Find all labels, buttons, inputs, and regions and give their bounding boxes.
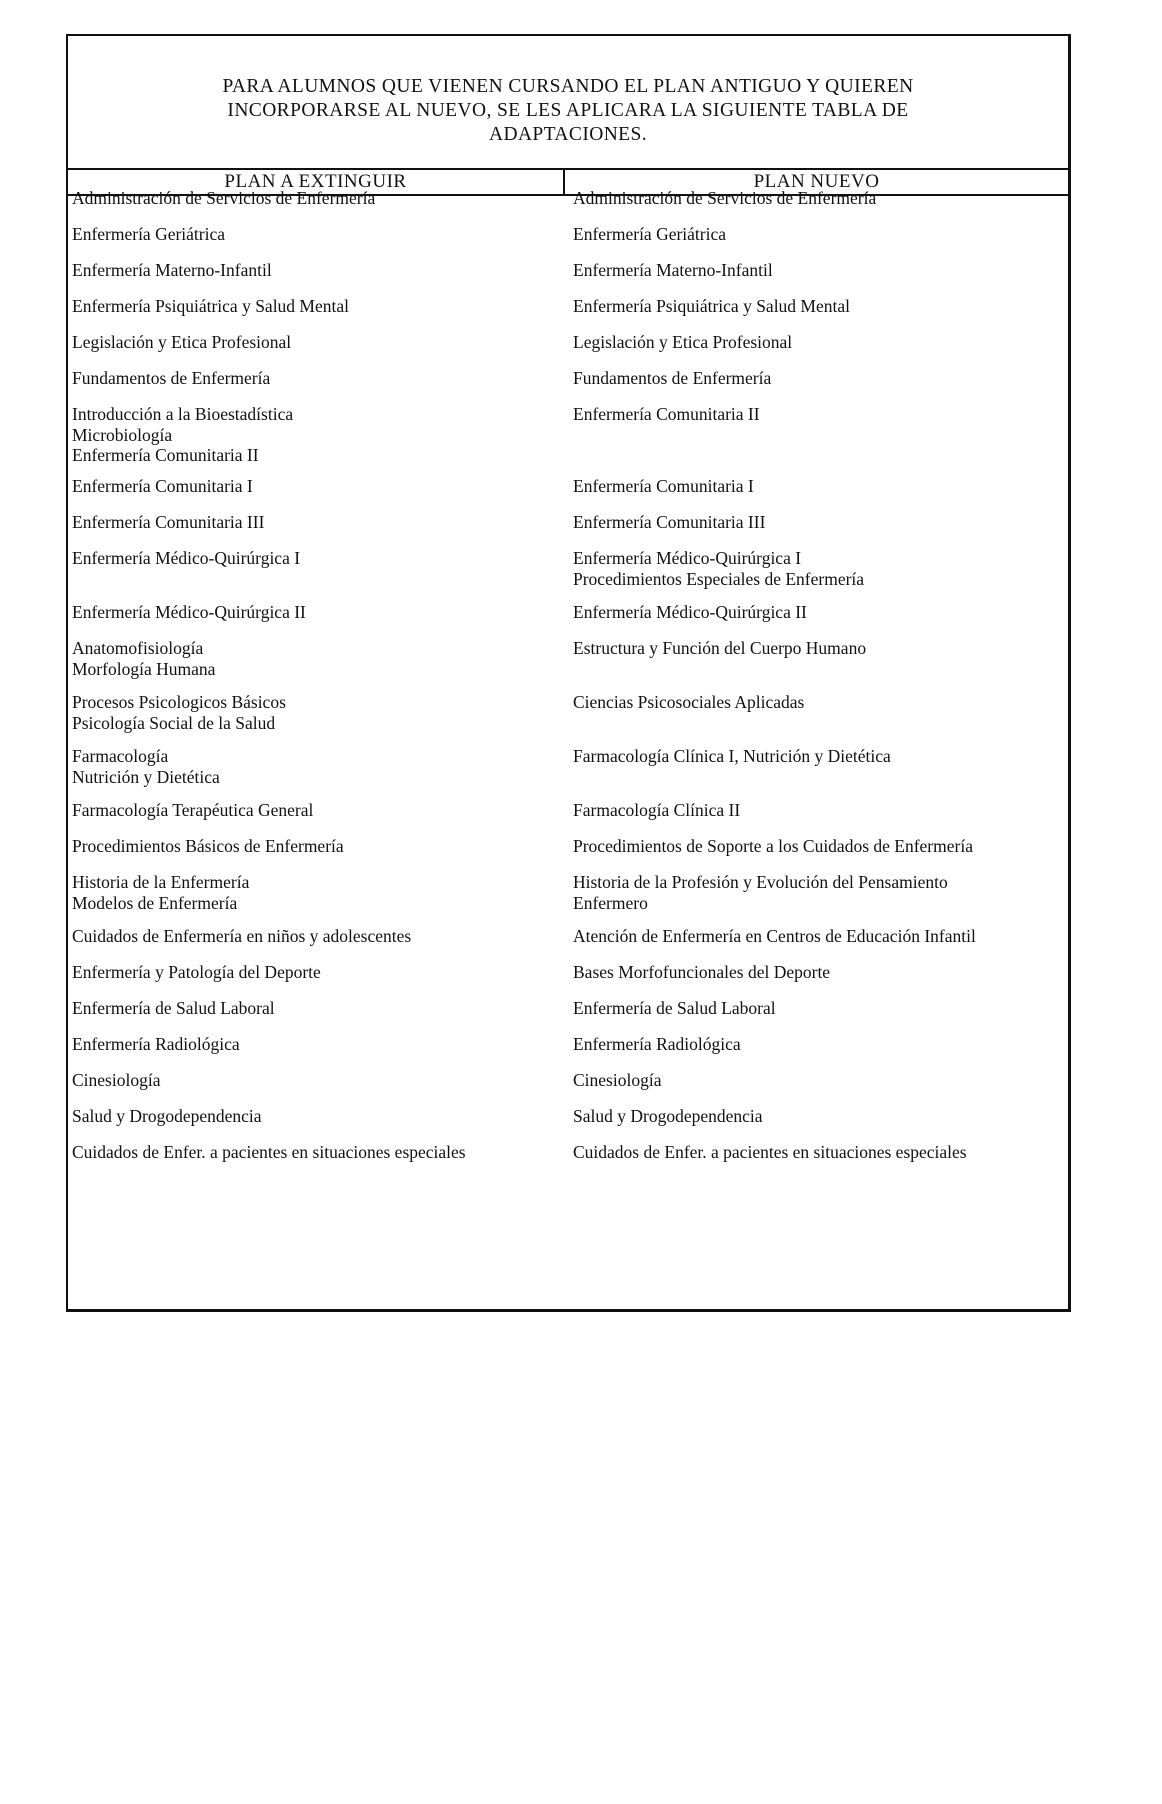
new-plan-cell	[573, 1034, 1053, 1055]
old-plan-cell	[72, 296, 552, 317]
new-plan-cell	[573, 512, 1053, 533]
old-plan-cell	[72, 476, 552, 497]
old-plan-subject: Enfermería Médico-Quirúrgica II	[72, 602, 306, 622]
old-plan-subject: Procedimientos Básicos de Enfermería	[72, 836, 344, 856]
old-plan-subject: Cinesiología	[72, 1070, 161, 1090]
new-plan-cell	[573, 296, 1053, 317]
old-plan-cell	[72, 1106, 552, 1127]
new-plan-cell	[573, 746, 1053, 767]
old-plan-cell	[72, 1142, 552, 1163]
new-plan-cell	[573, 224, 1053, 245]
old-plan-subject: Enfermería Geriátrica	[72, 224, 226, 244]
old-plan-cell	[72, 998, 552, 1019]
new-plan-cell	[573, 926, 1053, 947]
old-plan-cell	[72, 1034, 552, 1055]
old-plan-cell	[72, 404, 552, 466]
new-plan-subject: Farmacología Clínica II	[573, 800, 741, 820]
old-plan-subject: Administración de Servicios de Enfermería	[72, 188, 376, 208]
old-plan-cell	[72, 800, 552, 821]
old-plan-subject: Nutrición y Dietética	[72, 766, 220, 787]
new-plan-subject: Bases Morfofuncionales del Deporte	[573, 962, 831, 982]
new-plan-cell	[573, 692, 1053, 713]
new-plan-subject: Administración de Servicios de Enfermería	[573, 188, 877, 208]
old-plan-subject: Enfermería Comunitaria I	[72, 476, 253, 496]
heading-text: PARA ALUMNOS QUE VIENEN CURSANDO EL PLAN ANTIGUO Y QUIEREN INCORPORARSE AL NUEVO, SE LES APLICARA LA SIGUIENTE TABLA DE ADAPTACIONES.	[222, 76, 914, 145]
old-plan-subject: Introducción a la Bioestadística	[72, 404, 294, 424]
new-plan-subject: Atención de Enfermería en Centros de Educación Infantil	[573, 926, 976, 946]
old-plan-subject: Procesos Psicologicos Básicos	[72, 692, 286, 712]
old-plan-subject: Psicología Social de la Salud	[72, 712, 276, 733]
new-plan-subject: Ciencias Psicosociales Aplicadas	[573, 692, 805, 712]
old-plan-cell	[72, 548, 552, 569]
new-plan-cell	[573, 872, 1053, 913]
new-plan-subject: Farmacología Clínica I, Nutrición y Dietética	[573, 746, 891, 766]
new-plan-subject: Cuidados de Enfer. a pacientes en situaciones especiales	[573, 1142, 967, 1162]
old-plan-subject: Morfología Humana	[72, 658, 216, 679]
new-plan-cell	[573, 1106, 1053, 1127]
old-plan-subject: Anatomofisiología	[72, 638, 204, 658]
new-plan-subject: Enfermería Comunitaria II	[573, 404, 760, 424]
table-heading	[68, 36, 1068, 170]
new-plan-subject: Enfermería Geriátrica	[573, 224, 727, 244]
new-plan-subject: Estructura y Función del Cuerpo Humano	[573, 638, 867, 658]
old-plan-cell	[72, 332, 552, 353]
old-plan-subject: Enfermería Radiológica	[72, 1034, 240, 1054]
old-plan-subject: Enfermería Médico-Quirúrgica I	[72, 548, 301, 568]
old-plan-subject: Historia de la Enfermería	[72, 872, 250, 892]
new-plan-subject: Enfermería Comunitaria I	[573, 476, 754, 496]
new-plan-subject: Legislación y Etica Profesional	[573, 332, 793, 352]
new-plan-cell	[573, 800, 1053, 821]
new-plan-subject: Fundamentos de Enfermería	[573, 368, 772, 388]
old-plan-cell	[72, 962, 552, 983]
new-plan-cell	[573, 260, 1053, 281]
old-plan-cell	[72, 224, 552, 245]
old-plan-subject: Enfermería de Salud Laboral	[72, 998, 275, 1018]
new-plan-cell	[573, 1070, 1053, 1091]
new-plan-cell	[573, 962, 1053, 983]
old-plan-subject: Enfermería y Patología del Deporte	[72, 962, 321, 982]
new-plan-subject: Enfermería de Salud Laboral	[573, 998, 776, 1018]
new-plan-cell	[573, 638, 1053, 659]
old-plan-subject: Salud y Drogodependencia	[72, 1106, 262, 1126]
new-plan-cell	[573, 836, 1053, 857]
old-plan-cell	[72, 512, 552, 533]
old-plan-cell	[72, 260, 552, 281]
old-plan-cell	[72, 188, 552, 209]
new-plan-cell	[573, 998, 1053, 1019]
old-plan-subject: Enfermería Comunitaria II	[72, 445, 259, 465]
new-plan-cell	[573, 368, 1053, 389]
old-plan-cell	[72, 368, 552, 389]
old-plan-cell	[72, 602, 552, 623]
column-header-new-plan: PLAN NUEVO	[753, 171, 880, 192]
old-plan-cell	[72, 746, 552, 787]
new-plan-subject: Procedimientos de Soporte a los Cuidados de Enfermería	[573, 836, 973, 856]
new-plan-cell	[573, 404, 1053, 425]
new-plan-subject: Enfermería Psiquiátrica y Salud Mental	[573, 296, 851, 316]
old-plan-subject: Microbiología	[72, 424, 173, 445]
old-plan-subject: Cuidados de Enfermería en niños y adolescentes	[72, 926, 412, 946]
old-plan-cell	[72, 926, 552, 947]
new-plan-subject: Enfermero	[573, 892, 648, 913]
old-plan-cell	[72, 872, 552, 913]
new-plan-subject: Enfermería Radiológica	[573, 1034, 741, 1054]
old-plan-subject: Cuidados de Enfer. a pacientes en situaciones especiales	[72, 1142, 466, 1162]
old-plan-cell	[72, 836, 552, 857]
new-plan-subject: Procedimientos Especiales de Enfermería	[573, 568, 865, 589]
old-plan-subject: Enfermería Materno-Infantil	[72, 260, 272, 280]
new-plan-subject: Historia de la Profesión y Evolución del Pensamiento	[573, 872, 948, 892]
new-plan-cell	[573, 332, 1053, 353]
adaptation-table	[66, 34, 1071, 1312]
new-plan-cell	[573, 476, 1053, 497]
old-plan-cell	[72, 1070, 552, 1091]
new-plan-subject: Enfermería Médico-Quirúrgica II	[573, 602, 807, 622]
old-plan-subject: Farmacología Terapéutica General	[72, 800, 314, 820]
old-plan-cell	[72, 692, 552, 733]
old-plan-subject: Enfermería Comunitaria III	[72, 512, 265, 532]
new-plan-subject: Salud y Drogodependencia	[573, 1106, 763, 1126]
old-plan-subject: Enfermería Psiquiátrica y Salud Mental	[72, 296, 350, 316]
new-plan-subject: Enfermería Médico-Quirúrgica I	[573, 548, 802, 568]
old-plan-subject: Fundamentos de Enfermería	[72, 368, 271, 388]
old-plan-subject: Modelos de Enfermería	[72, 892, 238, 913]
new-plan-cell	[573, 548, 1053, 589]
old-plan-cell	[72, 638, 552, 679]
column-header-old-plan: PLAN A EXTINGUIR	[68, 170, 565, 194]
new-plan-subject: Cinesiología	[573, 1070, 662, 1090]
new-plan-cell	[573, 602, 1053, 623]
old-plan-subject: Farmacología	[72, 746, 169, 766]
new-plan-subject: Enfermería Comunitaria III	[573, 512, 766, 532]
old-plan-subject: Legislación y Etica Profesional	[72, 332, 292, 352]
new-plan-cell	[573, 1142, 1053, 1163]
new-plan-subject: Enfermería Materno-Infantil	[573, 260, 773, 280]
new-plan-cell	[573, 188, 1053, 209]
